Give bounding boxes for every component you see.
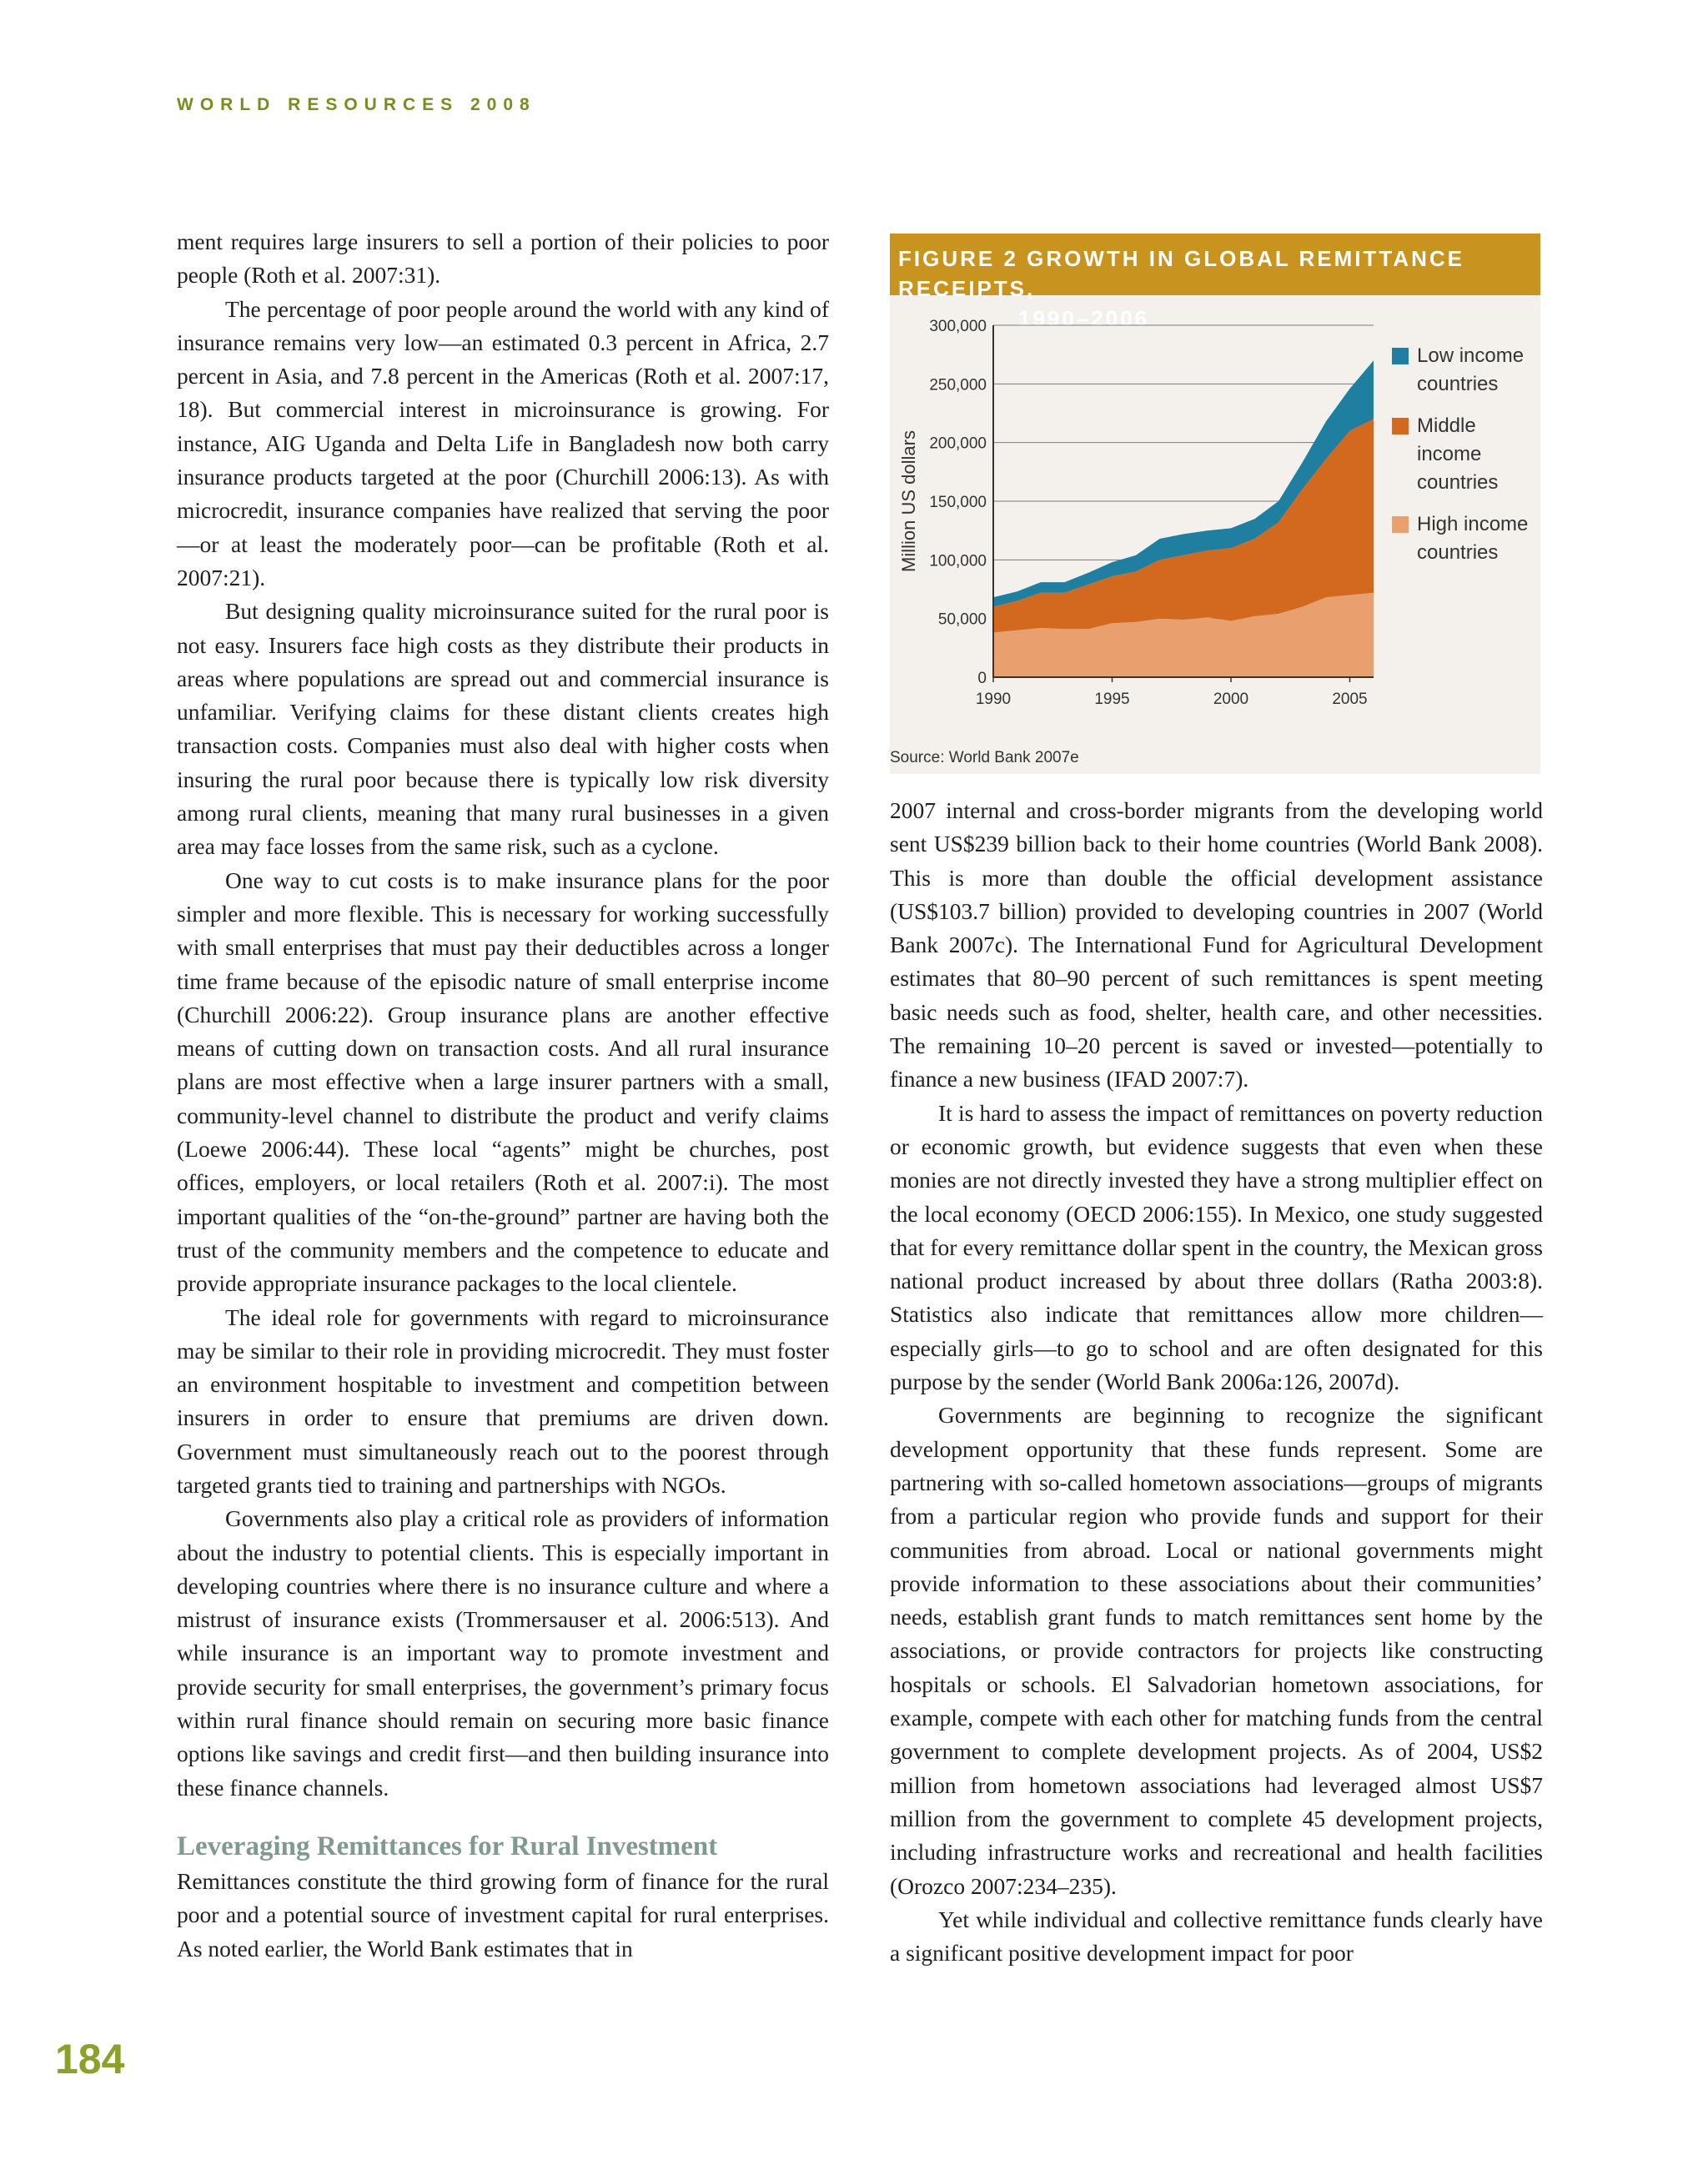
paragraph: 2007 internal and cross-border migrants from the developing world sent US$239 billion back to their home countries (World Bank 2008). This is more than double the official development assistance (US$103.7 billion) provided to developing countries in 2007 (World Bank 2007c). The International Fund for Agricultural Development estimates that 80–90 percent of such remittances is spent meeting basic needs such as food, shelter, health care, and other necessities. The remaining 10–20 percent is saved or invested—potentially to finance a new business (IFAD 2007:7). [890, 797, 1543, 1093]
figure-source: Source: World Bank 2007e [890, 749, 1079, 766]
legend-swatch-low-income [1392, 348, 1409, 364]
paragraph: It is hard to assess the impact of remittances on poverty reduction or economic growth, but evidence suggests that even when these monies are not directly invested they have a strong multiplier effect on the local economy (OECD 2006:155). In Mexico, one study suggested that for every remittance dollar spent in the country, the Mexican gross national product increased by about three dollars (Ratha 2003:8). Statistics also indicate that remittances allow more children—especially girls—to go to school and are often designated for this purpose by the sender (World Bank 2006a:126, 2007d). [890, 1099, 1543, 1395]
area-chart [890, 305, 1390, 731]
paragraph: The ideal role for governments with regard to microinsurance may be similar to their role in providing microcredit. They must foster an environment hospitable to investment and competition between insurers in order to ensure that premiums are driven down. Government must simultaneously reach out to the poorest through targeted grants tied to training and partnerships with NGOs. [177, 1304, 829, 1498]
x-tick-label: 2000 [1213, 691, 1249, 708]
paragraph: One way to cut costs is to make insurance plans for the poor simpler and more flexible. This is necessary for working successfully with small enterprises that must pay their deductibles across a longer time frame because of the episodic nature of small enterprise income (Churchill 2006:22). Group insurance plans are another effective means of cutting down on transaction costs. And all rural insurance plans are most effective when a large insurer partners with a small, community-level channel to distribute the product and verify claims (Loewe 2006:44). These local “agents” might be churches, post offices, employers, or local retailers (Roth et al. 2007:i). The most important qualities of the “on-the-ground” partner are having both the trust of the community members and the competence to educate and provide appropriate insurance packages to the local clientele. [177, 867, 829, 1297]
running-head: WORLD RESOURCES 2008 [177, 95, 536, 114]
legend-label-high-income: High income countries [1417, 513, 1529, 564]
x-tick-label: 1995 [1094, 691, 1130, 708]
legend-item-high-income [1392, 510, 1540, 567]
right-column [890, 794, 1543, 1970]
figure-title-line1: FIGURE 2 GROWTH IN GLOBAL REMITTANCE RECEIPTS, [898, 246, 1465, 301]
y-axis-label: Million US dollars [898, 430, 919, 572]
paragraph: Remittances constitute the third growing form of finance for the rural poor and a potential source of investment capital for rural enterprises. As noted earlier, the World Bank estimates that in [177, 1867, 829, 1962]
legend-item-low-income [1392, 342, 1540, 399]
legend-item-middle-income [1392, 412, 1540, 497]
figure-remittance-chart [890, 234, 1540, 774]
y-tick-label: 150,000 [929, 494, 987, 511]
x-tick-label: 1990 [975, 691, 1012, 708]
y-tick-label: 250,000 [929, 376, 987, 394]
legend-label-middle-income: Middle income countries [1417, 414, 1499, 494]
paragraph: The percentage of poor people around the world with any kind of insurance remains very low—an estimated 0.3 percent in Africa, 2.7 percent in Asia, and 7.8 percent in the Americas (Roth et al. 2007:17, 18). But commercial interest in microinsurance is growing. For instance, AIG Uganda and Delta Life in Bangladesh now both carry insurance products targeted at the poor (Churchill 2006:13). As with microcredit, insurance companies have realized that serving the poor—or at least the moderately poor—can be profitable (Roth et al. 2007:21). [177, 295, 829, 590]
paragraph: Governments are beginning to recognize the significant development opportunity that these funds represent. Some are partnering with so-called hometown associations—groups of migrants from a particular region who provide funds and support for their communities from abroad. Local or national governments might provide information to these associations about their communities’ needs, establish grant funds to match remittances sent home by the associations, or provide contractors for projects like constructing hospitals or schools. El Salvadorian hometown associations, for example, compete with each other for matching funds from the central government to complete development projects. As of 2004, US$2 million from hometown associations had leveraged almost US$7 million from the government to complete 45 development projects, including infrastructure works and recreational and health facilities (Orozco 2007:234–235). [890, 1402, 1543, 1899]
y-tick-label: 200,000 [929, 435, 987, 453]
page-number: 184 [55, 2036, 125, 2082]
paragraph: ment requires large insurers to sell a portion of their policies to poor people (Roth et al. 2007:31). [177, 229, 829, 289]
paragraph: But designing quality microinsurance suited for the rural poor is not easy. Insurers face high costs as they distribute their products in areas where populations are spread out and commercial insurance is unfamiliar. Verifying claims for these distant clients creates high transaction costs. Companies must also deal with higher costs when insuring the rural poor because there is typically low risk diversity among rural clients, meaning that many rural businesses in a given area may face losses from the same risk, such as a cyclone. [177, 598, 829, 860]
y-tick-label: 300,000 [929, 318, 987, 335]
figure-title-line2: 1990–2006 [1018, 306, 1150, 331]
y-tick-label: 100,000 [929, 552, 987, 570]
chart-legend [1392, 342, 1540, 580]
y-tick-label: 0 [977, 670, 987, 687]
legend-swatch-high-income [1392, 516, 1409, 533]
section-heading: Leveraging Remittances for Rural Investment [177, 1831, 718, 1861]
legend-swatch-middle-income [1392, 418, 1409, 435]
y-tick-label: 50,000 [937, 610, 987, 629]
x-tick-label: 2005 [1332, 691, 1368, 708]
paragraph: Yet while individual and collective remittance funds clearly have a significant positive development impact for poor [890, 1906, 1543, 1967]
left-column [177, 225, 829, 1966]
legend-label-low-income: Low income countries [1417, 344, 1525, 395]
paragraph: Governments also play a critical role as providers of information about the industry to potential clients. This is especially important in developing countries where there is no insurance culture and where a mistrust of insurance exists (Trommersauser et al. 2006:513). And while insurance is an important way to promote investment and provide security for small enterprises, the government’s primary focus within rural finance should remain on securing more basic finance options like savings and credit first—and then building insurance into these finance channels. [177, 1505, 829, 1801]
